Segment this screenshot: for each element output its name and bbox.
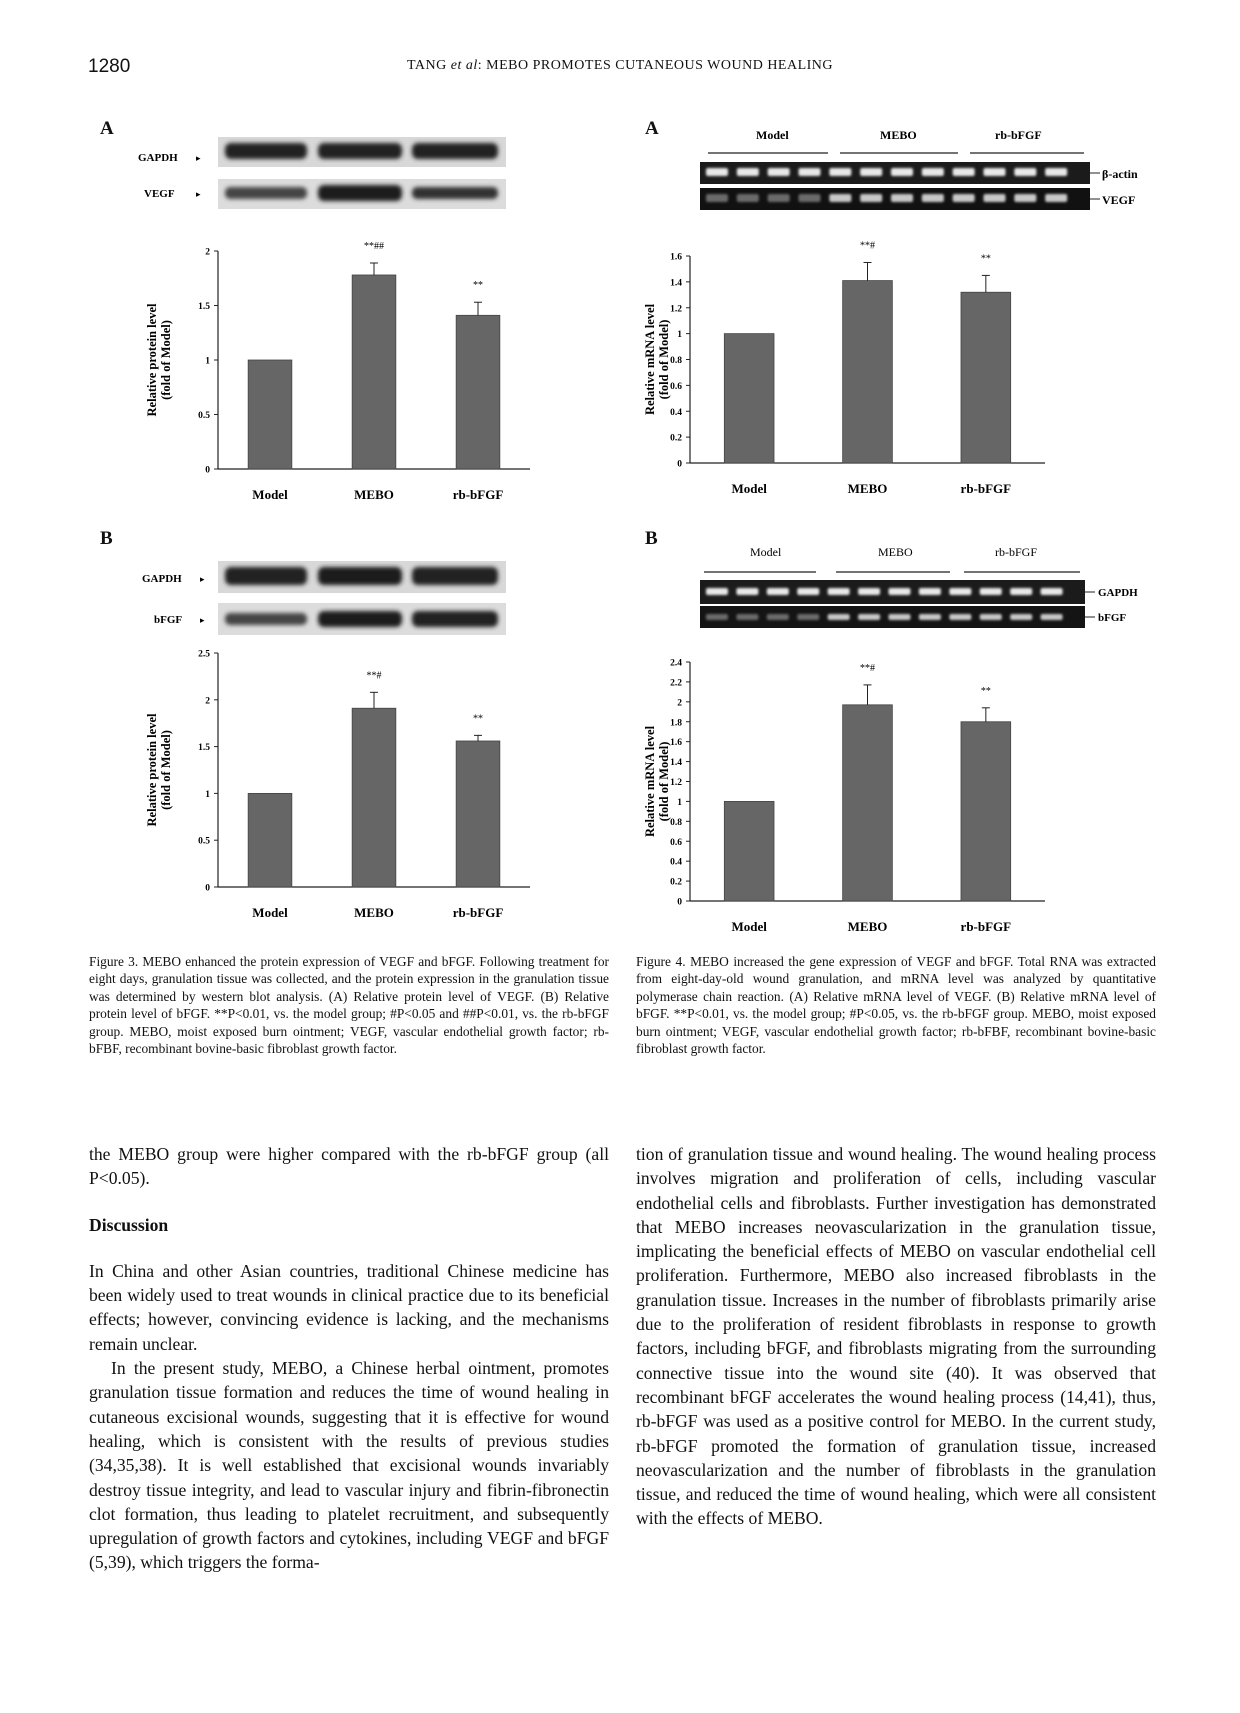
gel-band	[1045, 168, 1067, 176]
gel-band	[706, 614, 728, 620]
y-axis-label: (fold of Model)	[657, 319, 671, 400]
group-label: Model	[756, 128, 789, 142]
running-head	[0, 58, 1240, 74]
body-right-column	[636, 1142, 1156, 1531]
y-tick-label: 1	[205, 356, 210, 367]
group-label: MEBO	[878, 545, 913, 559]
gel-band	[1010, 588, 1032, 595]
x-tick-label: rb-bFGF	[452, 905, 504, 920]
gel-band	[984, 168, 1006, 176]
significance-label: **#	[860, 240, 875, 252]
group-label: rb-bFGF	[995, 545, 1038, 559]
blot-band	[412, 567, 498, 585]
significance-label: **	[473, 280, 483, 292]
gel-band	[922, 168, 944, 176]
gel-band	[767, 614, 789, 620]
gel-band	[737, 194, 759, 202]
section-heading-discussion: Discussion	[89, 1214, 169, 1235]
blot-band	[225, 567, 307, 585]
y-tick-label: 2	[205, 696, 210, 707]
blot-band	[412, 143, 498, 159]
bar-rb-bfgf	[456, 741, 500, 887]
gel-band	[706, 588, 728, 595]
y-tick-label: 1	[205, 789, 210, 800]
y-tick-label: 1.6	[670, 252, 682, 263]
significance-label: **	[980, 253, 991, 265]
gel-band	[891, 194, 913, 202]
gel-band	[1014, 194, 1036, 202]
x-tick-label: Model	[252, 487, 288, 502]
body-paragraph: In China and other Asian countries, traditional Chinese medicine has been widely used to treat wounds in clinical practice due to its beneficial effects; however, convincing evidence is lacking, and the mechanisms remain unclear.	[89, 1260, 609, 1354]
gel-band	[860, 168, 882, 176]
x-tick-label: MEBO	[354, 905, 394, 920]
x-tick-label: MEBO	[354, 487, 394, 502]
figure-4-caption: Figure 4. MEBO increased the gene expression of VEGF and bFGF. Total RNA was extracted from eight-day-old wound granulation, and mRNA level was analyzed by quantitative polymerase chain reaction. (A) Relative mRNA level of VEGF. (B) Relative mRNA level of bFGF. **P<0.01, vs. the model group; #P<0.05, vs. the rb-bFGF group. MEBO, moist exposed burn ointment; VEGF, vascular endothelial growth factor; rb-bFBF, recombinant bovine-basic fibroblast growth factor.	[636, 954, 1156, 1057]
gel-band	[891, 168, 913, 176]
blot-band	[225, 143, 307, 159]
y-axis-label: Relative mRNA level	[643, 303, 657, 416]
running-head-italic: et al	[450, 58, 478, 73]
gel-band	[984, 194, 1006, 202]
gel-band	[768, 168, 790, 176]
gel-band	[799, 194, 821, 202]
running-head-title: : MEBO PROMOTES CUTANEOUS WOUND HEALING	[477, 58, 834, 73]
gel-band	[953, 194, 975, 202]
gel-band	[828, 588, 850, 595]
x-tick-label: MEBO	[847, 919, 888, 934]
x-tick-label: Model	[731, 919, 767, 934]
blot-band	[318, 567, 402, 585]
gel-band	[799, 168, 821, 176]
gel-label: GAPDH	[1098, 587, 1138, 599]
group-label: Model	[750, 545, 782, 559]
y-tick-label: 0.4	[670, 407, 682, 418]
y-tick-label: 1.2	[670, 304, 682, 315]
y-tick-label: 1.8	[670, 718, 682, 729]
fig4b-gel	[690, 540, 1140, 630]
y-tick-label: 2	[677, 698, 682, 709]
gel-band	[919, 588, 941, 595]
fig3-b-letter: B	[100, 528, 113, 549]
y-tick-label: 1.5	[198, 302, 210, 312]
y-tick-label: 2.2	[670, 678, 682, 689]
bar-model	[248, 793, 292, 887]
y-tick-label: 2.4	[670, 658, 682, 669]
bar-model	[724, 334, 774, 463]
blot-band	[412, 611, 498, 627]
body-paragraph: tion of granulation tissue and wound healing. The wound healing process involves migration and proliferation of cells, including vascular endothelial cells and fibroblasts. Further investigation has demonstrated that MEBO increases neovascularization in the granulation tissue, implicating the beneficial effects of MEBO on vascular endothelial cell proliferation. Furthermore, MEBO also increased fibroblasts in the granulation tissue. Increases in the number of fibroblasts primarily arise due to the proliferation of resident fibroblasts in response to growth factors, including bFGF, and fibroblasts migrating from the surrounding connective tissue into the wound site (40). It was observed that recombinant bFGF accelerates the wound healing process (14,41), thus, rb-bFGF was used as a positive control for MEBO. In the current study, rb-bFGF promoted the formation of granulation tissue, increased neovascularization and the number of fibroblasts in the granulation tissue, and reduced the time of wound healing, which were all consistent with the effects of MEBO.	[636, 1144, 1156, 1529]
gel-label: β-actin	[1102, 167, 1138, 181]
fig3b-bar-chart	[130, 645, 550, 930]
gel-band	[736, 588, 758, 595]
blot-arrow: ▸	[196, 153, 201, 163]
y-tick-label: 0	[205, 883, 210, 894]
y-tick-label: 2.5	[198, 649, 210, 660]
fig3b-western-blot	[130, 555, 530, 645]
gel-label: VEGF	[1102, 193, 1136, 207]
y-axis-label: Relative protein level	[145, 303, 159, 417]
bar-model	[248, 360, 292, 469]
y-tick-label: 1.5	[198, 743, 210, 754]
y-tick-label: 0.5	[198, 411, 210, 421]
y-tick-label: 1	[677, 330, 682, 341]
gel-band	[889, 614, 911, 620]
gel-band	[1041, 614, 1063, 620]
gel-band	[858, 588, 880, 595]
y-tick-label: 1	[677, 797, 682, 808]
blot-band	[318, 143, 402, 159]
bar-mebo	[352, 275, 396, 469]
significance-label: **	[980, 685, 991, 697]
blot-label: GAPDH	[138, 152, 178, 164]
bar-rb-bfgf	[961, 292, 1011, 463]
page-number: 1280	[88, 56, 131, 77]
y-axis-label: (fold of Model)	[657, 741, 671, 822]
bar-mebo	[843, 281, 893, 463]
gel-band	[1045, 194, 1067, 202]
gel-band	[767, 588, 789, 595]
bar-model	[724, 801, 774, 901]
blot-band	[225, 613, 307, 625]
gel-band	[953, 168, 975, 176]
y-axis-label: (fold of Model)	[159, 320, 173, 400]
gel-band	[706, 194, 728, 202]
gel-band	[828, 614, 850, 620]
group-label: rb-bFGF	[995, 128, 1042, 142]
body-paragraph: In the present study, MEBO, a Chinese herbal ointment, promotes granulation tissue formation and reduces the time of wound healing in cutaneous excisional wounds, suggesting that it is effective for wound healing, which is consistent with the results of previous studies (34,35,38). It is well established that excisional wounds invariably destroy tissue integrity, and lead to vascular injury and fibrin-fibronectin clot formation, thus leading to platelet recruitment, and subsequently upregulation of growth factors and cytokines, including VEGF and bFGF (5,39), which triggers the forma-	[89, 1358, 609, 1573]
y-tick-label: 2	[205, 247, 210, 258]
gel-band	[829, 194, 851, 202]
blot-band	[412, 187, 498, 199]
bar-mebo	[843, 705, 893, 901]
y-tick-label: 0	[677, 459, 682, 470]
body-paragraph: the MEBO group were higher compared with the rb-bFGF group (all P<0.05).	[89, 1144, 609, 1189]
blot-band	[318, 611, 402, 627]
gel-band	[858, 614, 880, 620]
group-label: MEBO	[880, 128, 917, 142]
significance-label: **#	[366, 670, 382, 682]
y-tick-label: 0.6	[670, 381, 682, 392]
y-tick-label: 0.2	[670, 433, 682, 444]
gel-band	[1010, 614, 1032, 620]
figure-3-caption: Figure 3. MEBO enhanced the protein expression of VEGF and bFGF. Following treatment for eight days, granulation tissue was collected, and the protein expression in the granulation tissue was determined by western blot analysis. (A) Relative protein level of VEGF. (B) Relative protein level of bFGF. **P<0.01, vs. the model group; #P<0.05 and ##P<0.01, vs. the rb-bFGF group. MEBO, moist exposed burn ointment; VEGF, vascular endothelial growth factor; rb-bFBF, recombinant bovine-basic fibroblast growth factor.	[89, 954, 609, 1057]
y-tick-label: 0	[205, 465, 210, 476]
gel-band	[768, 194, 790, 202]
blot-label: VEGF	[144, 188, 175, 200]
blot-arrow: ▸	[200, 615, 205, 625]
fig3-a-letter: A	[100, 118, 114, 139]
blot-label: bFGF	[154, 614, 183, 626]
gel-band	[706, 168, 728, 176]
fig4-a-letter: A	[645, 118, 659, 139]
bar-rb-bfgf	[456, 315, 500, 469]
x-tick-label: Model	[252, 905, 288, 920]
y-tick-label: 1.4	[670, 758, 682, 769]
y-axis-label: Relative mRNA level	[643, 725, 657, 838]
gel-band	[980, 588, 1002, 595]
y-tick-label: 0.4	[670, 857, 682, 868]
fig4b-bar-chart	[640, 652, 1080, 937]
blot-band	[225, 187, 307, 199]
blot-arrow: ▸	[200, 574, 205, 584]
gel-band	[889, 588, 911, 595]
gel-band	[860, 194, 882, 202]
gel-band	[797, 588, 819, 595]
fig3a-bar-chart	[130, 225, 550, 510]
blot-label: GAPDH	[142, 573, 182, 585]
body-left-column	[89, 1142, 609, 1575]
significance-label: **	[473, 713, 483, 725]
gel-band	[1041, 588, 1063, 595]
blot-arrow: ▸	[196, 189, 201, 199]
y-tick-label: 1.2	[670, 778, 682, 788]
y-tick-label: 1.6	[670, 738, 682, 749]
fig4a-bar-chart	[640, 232, 1080, 502]
gel-band	[949, 614, 971, 620]
bar-rb-bfgf	[961, 722, 1011, 901]
gel-band	[737, 168, 759, 176]
y-tick-label: 1.4	[670, 278, 682, 289]
gel-band	[949, 588, 971, 595]
y-axis-label: Relative protein level	[145, 713, 159, 827]
fig4-b-letter: B	[645, 528, 658, 549]
y-tick-label: 0.5	[198, 836, 210, 847]
gel-band	[797, 614, 819, 620]
fig4a-gel	[690, 120, 1140, 220]
gel-band	[980, 614, 1002, 620]
x-tick-label: rb-bFGF	[960, 481, 1012, 496]
running-head-prefix: TANG	[406, 58, 451, 73]
x-tick-label: rb-bFGF	[960, 919, 1012, 934]
y-axis-label: (fold of Model)	[159, 730, 173, 810]
gel-band	[829, 168, 851, 176]
gel-band	[919, 614, 941, 620]
gel-band	[1014, 168, 1036, 176]
x-tick-label: rb-bFGF	[452, 487, 504, 502]
x-tick-label: Model	[731, 481, 767, 496]
x-tick-label: MEBO	[847, 481, 888, 496]
blot-band	[318, 185, 402, 201]
gel-band	[736, 614, 758, 620]
bar-mebo	[352, 708, 396, 887]
y-tick-label: 0.8	[670, 356, 682, 366]
y-tick-label: 0	[677, 897, 682, 908]
y-tick-label: 0.6	[670, 837, 682, 848]
significance-label: **#	[860, 662, 875, 674]
significance-label: **##	[364, 240, 384, 252]
y-tick-label: 0.8	[670, 817, 682, 828]
fig3a-western-blot	[130, 125, 530, 215]
gel-band	[922, 194, 944, 202]
y-tick-label: 0.2	[670, 877, 682, 888]
gel-label: bFGF	[1098, 612, 1127, 624]
